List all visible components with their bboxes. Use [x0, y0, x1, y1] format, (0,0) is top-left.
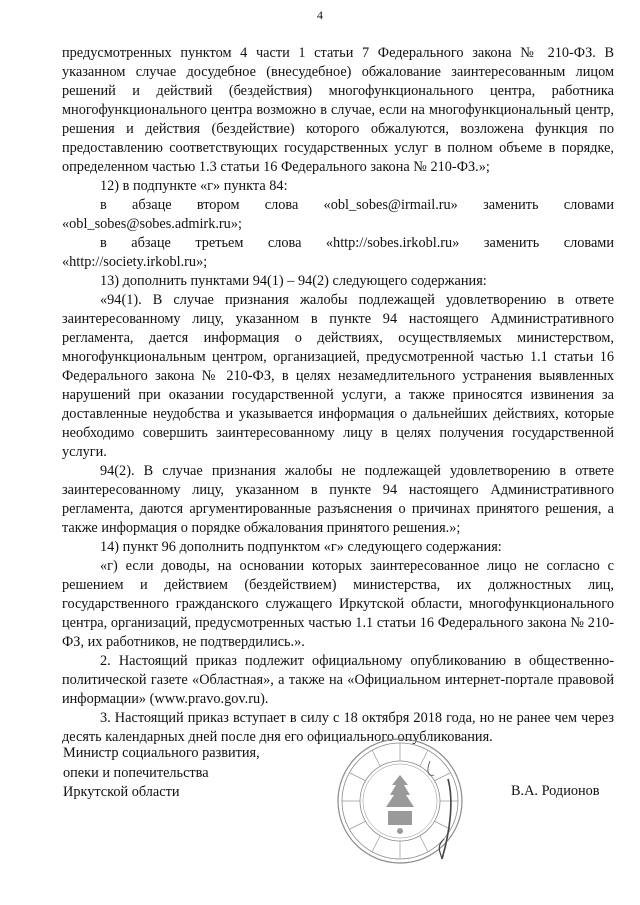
signature-block: [0, 744, 640, 854]
paragraph: «г) если доводы, на основании которых заинтересованное лицо не согласно с решением и действием (бездействием) министерства, их должностных лиц, государственного гражданского служащего Иркутской области, многофункционального центра, организаций, предусмотренных частью 1.1 статьи 16 Федерального закона № 210-ФЗ, их работников, не подтвердились.».: [62, 558, 614, 650]
paragraph: 3. Настоящий приказ вступает в силу с 18 октября 2018 года, но не ранее чем через десять календарных дней после дня его официального опубликования.: [62, 710, 614, 745]
paragraph: предусмотренных пунктом 4 части 1 статьи 7 Федерального закона № 210-ФЗ. В указанном случае досудебное (внесудебное) обжалование заинтересованным лицом решений и действий (бездействия) многофункционального центра, работника многофункционального центра возможно в случае, если на многофункциональный центр, решения и действия (бездействие) которого обжалуются, возложена функция по предоставлению соответствующих государственных услуг в полном объеме в порядке, определенном частью 1.3 статьи 16 Федерального закона № 210-ФЗ.»;: [62, 45, 614, 175]
paragraph: в абзаце втором слова «obl_sobes@irmail.ru» заменить словами «obl_sobes@sobes.admirk.ru»;: [62, 197, 614, 232]
paragraph: 94(2). В случае признания жалобы не подлежащей удовлетворению в ответе заинтересованному лицу, указанном в пункте 94 настоящего Административного регламента, даются аргументированные разъяснения о причинах принятого решения, а также информация о порядке обжалования принятого решения.»;: [62, 463, 614, 536]
paragraph: в абзаце третьем слова «http://sobes.irkobl.ru» заменить словами «http://society.irkobl.ru»;: [62, 235, 614, 270]
signatory-title-line: Министр социального развития,: [63, 745, 260, 761]
paragraph: 13) дополнить пунктами 94(1) – 94(2) следующего содержания:: [100, 273, 487, 289]
paragraph: 14) пункт 96 дополнить подпунктом «г» следующего содержания:: [100, 539, 502, 555]
document-body: [62, 44, 614, 747]
paragraph: «94(1). В случае признания жалобы подлежащей удовлетворению в ответе заинтересованному лицу, указанном в пункте 94 настоящего Административного регламента, дается информация о действиях, осуществляемых министерством, многофункциональным центром, организацией, предусмотренной частью 1.1 статьи 16 Федерального закона № 210-ФЗ, в целях незамедлительного устранения выявленных нарушений при оказании государственной услуги, а также приносятся извинения за доставленные неудобства и указывается информация о дальнейших действиях, которые необходимо совершить заинтересованному лицу в целях получения государственной услуги.: [62, 292, 614, 460]
paragraph: 12) в подпункте «г» пункта 84:: [100, 178, 288, 194]
signatory-title-line: Иркутской области: [63, 784, 180, 800]
paragraph: 2. Настоящий приказ подлежит официальному опубликованию в общественно-политической газете «Областная», а также на «Официальном интернет-портале правовой информации» (www.pravo.gov.ru).: [62, 653, 614, 707]
official-seal-icon: [330, 731, 470, 871]
page-number: 4: [317, 8, 323, 22]
signatory-name: В.А. Родионов: [511, 783, 600, 799]
signatory-title: [63, 744, 260, 803]
signatory-title-line: опеки и попечительства: [63, 764, 209, 781]
